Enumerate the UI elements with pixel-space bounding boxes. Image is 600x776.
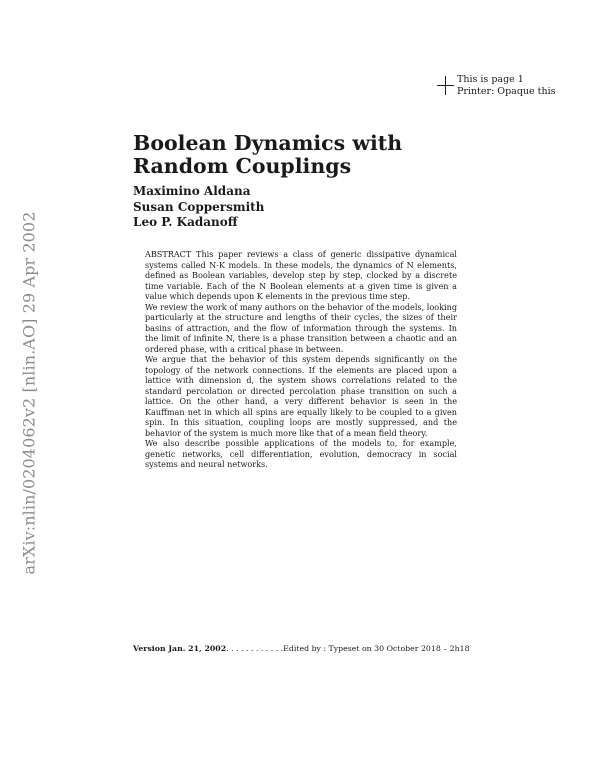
edited-by-note: Edited by : Typeset on 30 October 2018 – 2h18: [283, 644, 470, 653]
title-line-2: Random Couplings: [133, 154, 352, 178]
paper-title: [133, 132, 402, 178]
author-list: [133, 184, 264, 231]
author-name: Maximino Aldana: [133, 184, 251, 198]
page-header-mark: [437, 74, 577, 102]
crop-mark-vertical: [445, 76, 446, 95]
author-name: Leo P. Kadanoff: [133, 215, 238, 229]
arxiv-identifier: arXiv:nlin/0204062v2 [nlin.AO] 29 Apr 2002: [19, 211, 39, 575]
leader-dots: . . . . . . . . . . . .: [226, 644, 284, 653]
page-number-line: This is page 1: [457, 74, 524, 85]
abstract-paragraph: We also describe possible applications of the models to, for example, genetic networks, cell differentiation, evolution, democracy in social systems and neural networks.: [145, 438, 457, 469]
version-label: Version Jan. 21, 2002: [133, 644, 227, 653]
title-line-1: Boolean Dynamics with: [133, 131, 403, 155]
printer-info: [457, 74, 556, 97]
abstract-paragraph: ABSTRACT This paper reviews a class of generic dissipative dynamical systems called N-K models. In these models, the dynamics of N elements, defined as Boolean variables, develop step by step, clocked by a discrete time variable. Each of the N Boolean elements at a given time is given a value which depends upon K elements in the previous time step.: [145, 249, 457, 301]
abstract: [145, 249, 457, 470]
abstract-paragraph: We review the work of many authors on the behavior of the models, looking particularly at the structure and lengths of their cycles, the sizes of their basins of attraction, and the flow of information through the systems. In the limit of infinite N, there is a phase transition between a chaotic and an ordered phase, with a critical phase in between.: [145, 301, 457, 354]
author-name: Susan Coppersmith: [133, 199, 265, 214]
abstract-paragraph: We argue that the behavior of this system depends significantly on the topology of the network connections. If the elements are placed upon a lattice with dimension d, the system shows correlations related to the standard percolation or directed percolation phase transition on such a lattice. On the other hand, a very different behavior is seen in the Kauffman net in which all spins are equally likely to be coupled to a given spin. In this situation, coupling loops are mostly suppressed, and the behavior of the system is much more like that of a mean field theory.: [145, 354, 457, 438]
printer-line: Printer: Opaque this: [457, 85, 556, 97]
version-footer: [133, 644, 470, 653]
